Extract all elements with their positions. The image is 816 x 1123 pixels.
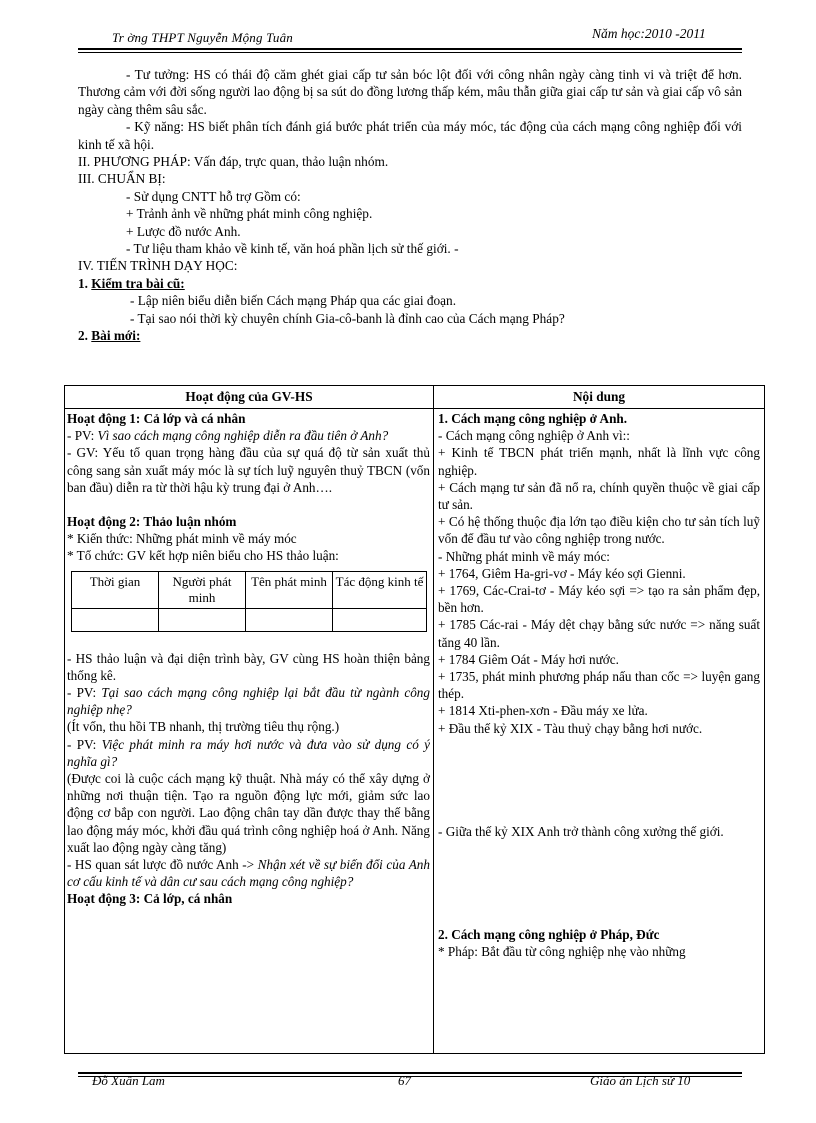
- content-line: + Cách mạng tư sản đã nổ ra, chính quyền thuộc về giai cấp tư sản.: [438, 479, 760, 513]
- intro-section: [78, 66, 742, 345]
- content-line: + 1764, Giêm Ha-gri-vơ - Máy kéo sợi Gienni.: [438, 565, 686, 581]
- section-method: II. PHƯƠNG PHÁP: Vấn đáp, trực quan, thảo luận nhóm.: [78, 154, 389, 170]
- content-line: + Có hệ thống thuộc địa lớn tạo điều kiện cho tư sản tích luỹ vốn để đầu tư vào công nghiệp trong nước.: [438, 514, 760, 547]
- content-line: * Pháp: Bắt đầu từ công nghiệp nhẹ vào những: [438, 944, 686, 960]
- content-line: + 1784 Giêm Oát - Máy hơi nước.: [438, 651, 619, 667]
- content-line: + 1735, phát minh phương pháp nấu than cốc => luyện gang thép.: [438, 669, 760, 702]
- student-discussion: - HS thảo luận và đại diện trình bày, GV cùng HS hoàn thiện bảng thống kê.: [67, 650, 430, 683]
- organization-note: * Tổ chức: GV kết hợp niên biểu cho HS thảo luận:: [67, 548, 339, 564]
- step-new-lesson-number: 2.: [78, 328, 92, 344]
- table-header-content: Nội dung: [572, 389, 626, 404]
- content-line: + 1814 Xti-phen-xơn - Đầu máy xe lửa.: [438, 703, 648, 719]
- activity-2-heading: Hoạt động 2: Thảo luận nhóm: [67, 514, 237, 530]
- prep-item: + Trảnh ảnh về những phát minh công nghiệp.: [126, 206, 373, 222]
- content-line: - Giữa thế kỷ XIX Anh trở thành công xưởng thế giới.: [438, 823, 724, 839]
- footer-title: Giáo án Lịch sử 10: [590, 1073, 691, 1088]
- section-process: IV. TIẾN TRÌNH DẠY HỌC:: [78, 258, 238, 274]
- section-1-heading: 1. Cách mạng công nghiệp ở Anh.: [438, 411, 628, 426]
- inventions-cell: [333, 608, 427, 631]
- question-prefix: - PV:: [67, 685, 102, 701]
- content-line: + 1785 Các-rai - Máy dệt chạy bằng sức nước => năng suất tăng 40 lần.: [438, 617, 760, 650]
- prep-item: - Tư liệu tham khảo về kinh tế, văn hoá phần lịch sử thế giới. -: [126, 241, 459, 257]
- teacher-note-1: - GV: Yếu tố quan trọng hàng đầu của sự quá độ từ sản xuất thủ công sang sản xuất máy móc là sự tích luỹ nguyên thuỷ TBCN (vốn ban đầu) diễn ra từ thời hậu kỳ trung đại ở Anh….: [67, 445, 430, 495]
- content-line: - Những phát minh về máy móc:: [438, 548, 610, 564]
- header-divider-thin: [78, 52, 742, 53]
- answer-3: (Được coi là cuộc cách mạng kỹ thuật. Nhà máy có thể xây dựng ở những nơi thuận tiện. Tạo ra nguồn động lực mới, giảm sức lao động cơ bắp con người. Lao động chân tay dần được thay thế bằng lao động máy móc, khởi đầu quá trình công nghiệp hoá ở Anh. Năng xuất lao động ngày càng tăng): [67, 771, 430, 855]
- inventions-cell: [246, 608, 333, 631]
- question-prefix: - PV:: [67, 428, 98, 444]
- review-question: - Tại sao nói thời kỳ chuyên chính Gia-cô-banh là đỉnh cao của Cách mạng Pháp?: [130, 310, 565, 326]
- header-divider: [78, 48, 742, 50]
- objective-skill: - Kỹ năng: HS biết phân tích đánh giá bước phát triển của máy móc, tác động của cách mạng công nghiệp đối với kinh tế xã hội.: [78, 119, 742, 152]
- header-school: Tr ờng THPT Nguyễn Mộng Tuân: [112, 30, 293, 45]
- inventions-cell: [159, 608, 246, 631]
- student-observation: [67, 856, 430, 890]
- step-new-lesson-label: Bài mới:: [91, 328, 141, 344]
- inventions-header-invention: Tên phát minh: [246, 571, 333, 608]
- answer-2: (Ít vốn, thu hồi TB nhanh, thị trường tiêu thụ rộng.): [67, 719, 340, 735]
- step-review-number: 1.: [78, 275, 92, 291]
- inventions-cell: [72, 608, 159, 631]
- question-2: [67, 684, 430, 718]
- prep-item: - Sử dụng CNTT hỗ trợ Gồm có:: [126, 188, 301, 204]
- inventions-header-impact: Tác động kinh tế: [333, 571, 427, 608]
- observation-question: Nhận xét về sự biến đổi của Anh cơ cấu kinh tế và dân cư sau cách mạng công nghiệp?: [67, 857, 430, 890]
- footer-page-number: 67: [398, 1073, 411, 1088]
- step-review: [78, 275, 742, 292]
- inventions-table: [71, 571, 427, 632]
- activities-column: [67, 410, 430, 908]
- content-column: [438, 410, 760, 960]
- observation-prefix: - HS quan sát lược đồ nước Anh ->: [67, 857, 258, 873]
- step-new-lesson: [78, 327, 742, 344]
- activity-3-heading: Hoạt động 3: Cả lớp, cá nhân: [67, 891, 233, 907]
- content-line: - Cách mạng công nghiệp ở Anh vì::: [438, 428, 630, 444]
- prep-item: + Lược đồ nước Anh.: [126, 223, 241, 239]
- content-line: + Đầu thế kỷ XIX - Tàu thuỷ chạy bằng hơi nước.: [438, 720, 703, 736]
- objective-attitude: - Tư tưởng: HS có thái độ căm ghét giai cấp tư sản bóc lột đối với công nhân ngày càng tinh vi và triệt để hơn. Thương cảm với đời sống người lao động bị sa sút do đồng lương thấp kém, mâu thẫn giữa giai cấp tư sản và giai cấp vô sản ngày càng thêm sâu sắc.: [78, 67, 742, 117]
- header-school-year: Năm học:2010 -2011: [592, 26, 706, 41]
- question-3: [67, 736, 430, 770]
- inventions-header-inventor: Người phát minh: [159, 571, 246, 608]
- lesson-table: [64, 385, 765, 1054]
- activity-1-heading: Hoạt động 1: Cả lớp và cá nhân: [67, 411, 246, 426]
- content-line: + Kinh tế TBCN phát triển mạnh, nhất là lĩnh vực công nghiệp.: [438, 445, 760, 478]
- review-question: - Lập niên biểu diễn biến Cách mạng Pháp qua các giai đoạn.: [130, 293, 457, 309]
- question-text: Vì sao cách mạng công nghiệp diễn ra đầu tiên ở Anh?: [97, 428, 389, 444]
- section-2-heading: 2. Cách mạng công nghiệp ở Pháp, Đức: [438, 927, 660, 943]
- footer-author: Đỗ Xuân Lam: [92, 1073, 165, 1088]
- question-prefix: - PV:: [67, 736, 102, 752]
- table-header-activities: Hoạt động của GV-HS: [185, 389, 313, 404]
- inventions-header-time: Thời gian: [72, 571, 159, 608]
- section-preparation: III. CHUẨN BỊ:: [78, 171, 166, 187]
- table-column-divider: [433, 386, 434, 1053]
- knowledge-note: * Kiến thức: Những phát minh về máy móc: [67, 531, 297, 547]
- step-review-label: Kiểm tra bài cũ:: [91, 275, 185, 291]
- content-line: + 1769, Các-Crai-tơ - Máy kéo sợi => tạo ra sản phẩm đẹp, bền hơn.: [438, 583, 760, 616]
- question-1: [67, 427, 430, 444]
- question-text: Tại sao cách mạng công nghiệp lại bắt đầu từ ngành công nghiệp nhẹ?: [67, 685, 430, 718]
- question-text: Việc phát minh ra máy hơi nước và đưa vào sử dụng có ý nghĩa gì?: [67, 736, 430, 769]
